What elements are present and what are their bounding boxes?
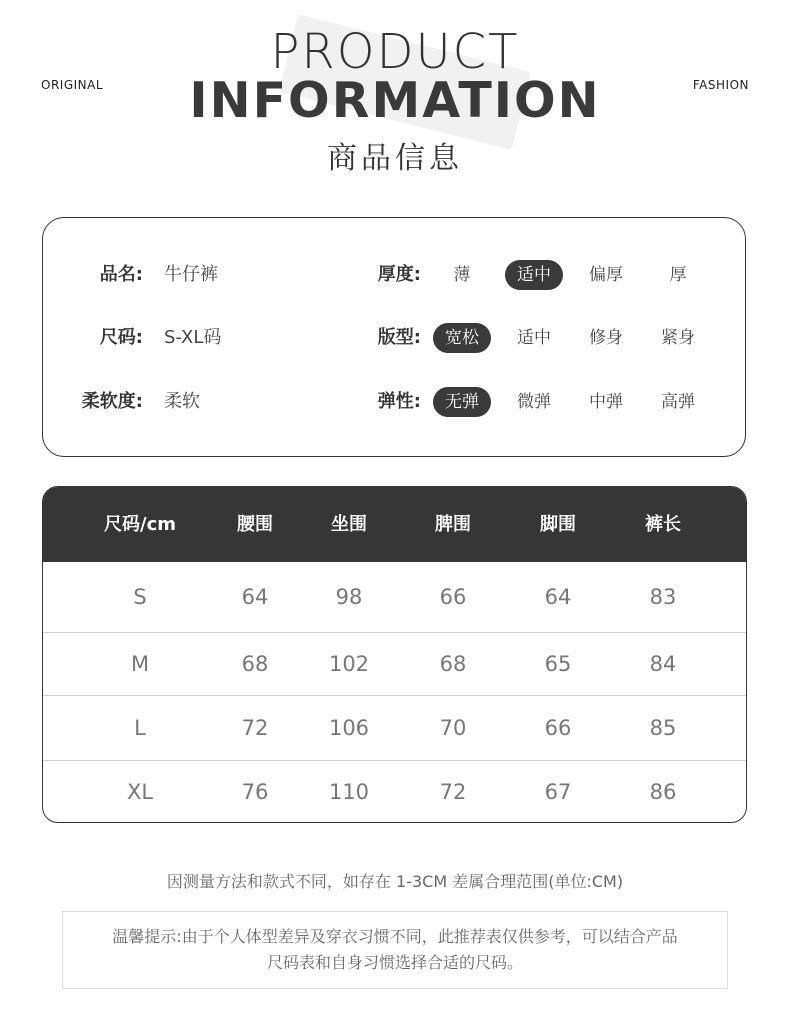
size-table	[42, 486, 747, 823]
table-row	[43, 696, 746, 761]
softness-value: 柔软	[164, 391, 200, 412]
fashion-label: FASHION	[692, 78, 749, 92]
cell-waist: 76	[241, 780, 269, 804]
header-size: 尺码/cm	[104, 514, 176, 535]
cell-hip: 106	[328, 716, 370, 740]
fit-label: 版型:	[377, 327, 421, 348]
tip-line-2: 尺码表和自身习惯选择合适的尺码。	[266, 953, 523, 972]
cell-waist: 72	[241, 716, 269, 740]
name-label: 品名:	[99, 264, 143, 285]
cell-hip: 98	[335, 585, 363, 609]
table-row	[43, 633, 746, 696]
cell-leg-opening: 67	[544, 780, 572, 804]
elasticity-option: 高弹	[661, 392, 695, 412]
cell-size: L	[134, 716, 146, 740]
cell-waist: 64	[241, 585, 269, 609]
measurement-note: 因测量方法和款式不同，如存在 1-3CM 差属合理范围(单位:CM)	[166, 872, 624, 891]
size-value: S-XL码	[164, 327, 222, 348]
cell-thigh: 68	[439, 652, 467, 676]
cell-thigh: 66	[439, 585, 467, 609]
header-length: 裤长	[645, 514, 681, 535]
fit-option-selected: 宽松	[433, 323, 491, 353]
elasticity-option-selected: 无弹	[433, 387, 491, 417]
tip-line-1: 温馨提示:由于个人体型差异及穿衣习惯不同，此推荐表仅供参考，可以结合产品	[112, 927, 678, 946]
cell-hip: 110	[328, 780, 370, 804]
title-product: PRODUCT	[270, 24, 520, 80]
table-header	[43, 487, 746, 562]
title-information: INFORMATION	[189, 72, 601, 129]
thickness-option-selected: 适中	[505, 260, 563, 290]
table-row	[43, 761, 746, 823]
name-value: 牛仔裤	[164, 264, 218, 285]
cell-length: 86	[649, 780, 677, 804]
cell-hip: 102	[328, 652, 370, 676]
info-row-1	[43, 255, 745, 295]
thickness-option: 厚	[669, 265, 687, 285]
cell-leg-opening: 65	[544, 652, 572, 676]
thickness-option: 薄	[453, 265, 471, 285]
header-thigh: 脾围	[435, 514, 471, 535]
info-row-3	[43, 382, 745, 422]
original-label: ORIGINAL	[41, 78, 104, 92]
cell-size: XL	[126, 780, 154, 804]
fit-option: 紧身	[661, 328, 695, 348]
header-hip: 坐围	[331, 514, 367, 535]
elasticity-label: 弹性:	[377, 391, 421, 412]
fit-option: 修身	[589, 328, 623, 348]
cell-leg-opening: 66	[544, 716, 572, 740]
cell-length: 85	[649, 716, 677, 740]
header-leg-opening: 脚围	[540, 514, 576, 535]
thickness-option: 偏厚	[589, 265, 623, 285]
thickness-label: 厚度:	[377, 264, 421, 285]
elasticity-option: 中弹	[589, 392, 623, 412]
table-row	[43, 562, 746, 633]
cell-thigh: 72	[439, 780, 467, 804]
tip-box	[62, 911, 728, 989]
cell-size: M	[130, 652, 150, 676]
cell-length: 84	[649, 652, 677, 676]
cell-length: 83	[649, 585, 677, 609]
cell-thigh: 70	[439, 716, 467, 740]
title-chinese: 商品信息	[327, 141, 463, 176]
fit-option: 适中	[517, 328, 551, 348]
product-info-card	[42, 217, 746, 457]
header-waist: 腰围	[237, 514, 273, 535]
cell-waist: 68	[241, 652, 269, 676]
cell-size: S	[133, 585, 147, 609]
info-row-2	[43, 318, 745, 358]
softness-label: 柔软度:	[81, 391, 143, 412]
size-label: 尺码:	[99, 327, 143, 348]
elasticity-option: 微弹	[517, 392, 551, 412]
cell-leg-opening: 64	[544, 585, 572, 609]
